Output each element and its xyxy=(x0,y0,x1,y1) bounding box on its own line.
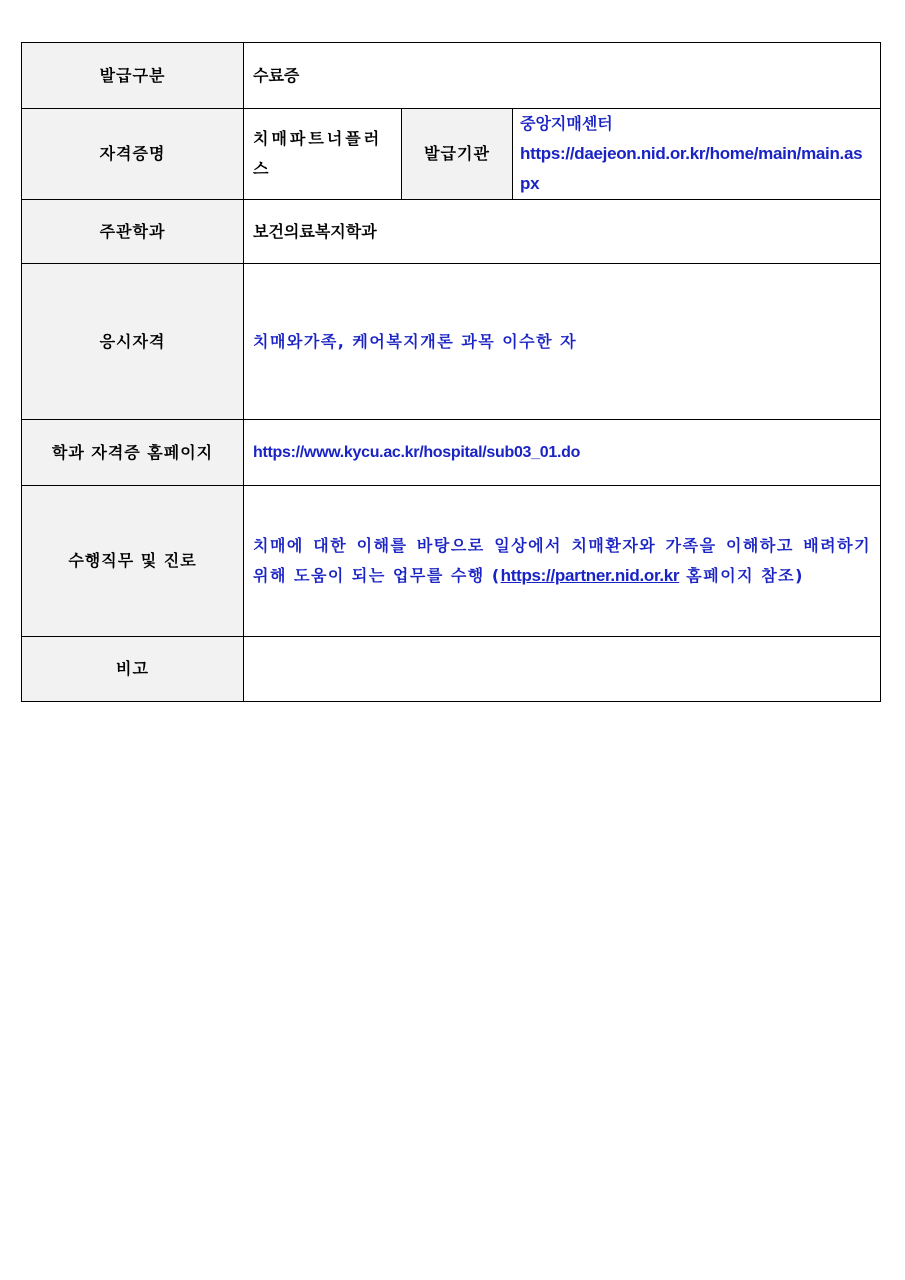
cert-name-value: 치매파트너플러스 xyxy=(244,109,402,200)
partner-link[interactable]: https://partner.nid.or.kr xyxy=(500,566,680,585)
homepage-url-link[interactable]: https://www.kycu.ac.kr/hospital/sub03_01.do xyxy=(244,420,881,486)
remarks-value xyxy=(244,637,881,702)
row-eligibility xyxy=(22,264,881,420)
issue-type-value: 수료증 xyxy=(244,43,881,109)
eligibility-label: 응시자격 xyxy=(22,264,244,420)
issuer-label: 발급기관 xyxy=(402,109,513,200)
cert-name-label: 자격증명 xyxy=(22,109,244,200)
row-homepage xyxy=(22,420,881,486)
row-remarks xyxy=(22,637,881,702)
duties-text-end: 홈페이지 참조) xyxy=(679,566,804,585)
issue-type-label: 발급구분 xyxy=(22,43,244,109)
issuer-url-link[interactable]: https://daejeon.nid.or.kr/home/main/main.aspx xyxy=(520,144,863,193)
row-department xyxy=(22,200,881,264)
duties-label: 수행직무 및 진로 xyxy=(22,486,244,637)
row-issue-type xyxy=(22,43,881,109)
department-label: 주관학과 xyxy=(22,200,244,264)
department-value: 보건의료복지학과 xyxy=(244,200,881,264)
certificate-info-table xyxy=(21,42,881,702)
duties-value xyxy=(244,486,881,637)
homepage-label: 학과 자격증 홈페이지 xyxy=(22,420,244,486)
eligibility-value: 치매와가족, 케어복지개론 과목 이수한 자 xyxy=(244,264,881,420)
remarks-label: 비고 xyxy=(22,637,244,702)
issuer-cell xyxy=(513,109,881,200)
row-duties xyxy=(22,486,881,637)
duties-text: 치매에 대한 이해를 바탕으로 일상에서 치매환자와 가족을 이해하고 배려하기 위해 도움이 되는 업무를 수행 ( xyxy=(253,536,872,585)
row-cert-name xyxy=(22,109,881,200)
issuer-name: 중앙지매센터 xyxy=(520,114,613,133)
